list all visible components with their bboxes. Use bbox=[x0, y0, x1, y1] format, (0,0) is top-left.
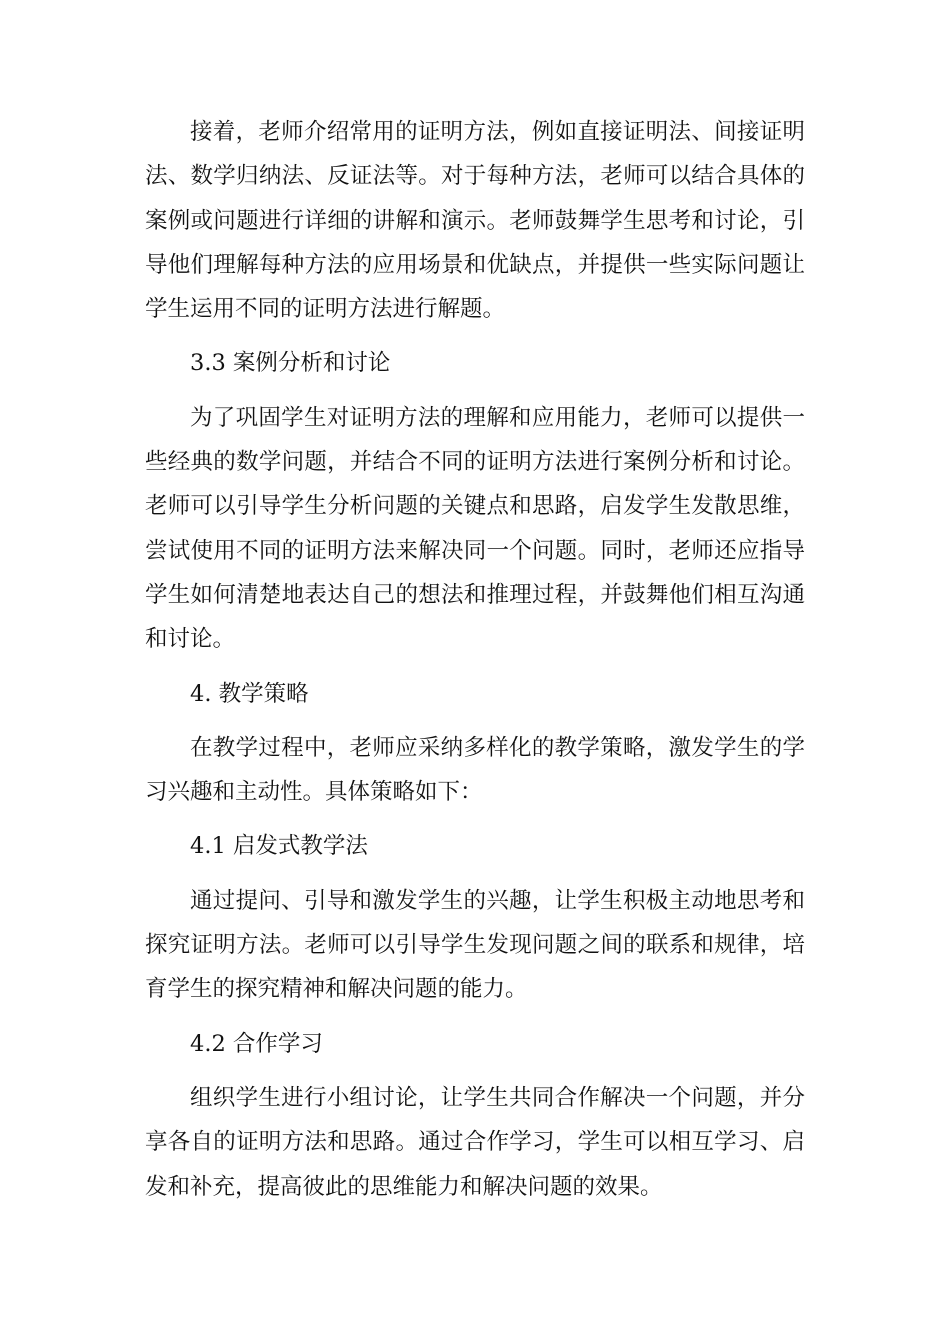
paragraph-heuristic-teaching: 通过提问、引导和激发学生的兴趣，让学生积极主动地思考和探究证明方法。老师可以引导学生发现问题之间的联系和规律，培育学生的探究精神和解决问题的能力。 bbox=[145, 887, 805, 1003]
paragraph-case-analysis: 为了巩固学生对证明方法的理解和应用能力，老师可以提供一些经典的数学问题，并结合不同的证明方法进行案例分析和讨论。老师可以引导学生分析问题的关键点和思路，启发学生发散思维，尝试使用不同的证明方法来解决同一个问题。同时，老师还应指导学生如何清楚地表达自己的想法和推理过程，并鼓舞他们相互沟通和讨论。 bbox=[145, 404, 805, 653]
section-heading-4: 4. 教学策略 bbox=[190, 680, 309, 707]
document-body bbox=[145, 110, 805, 1219]
section-heading-3-3: 3.3 案例分析和讨论 bbox=[190, 350, 391, 377]
paragraph-teaching-strategy: 在教学过程中，老师应采纳多样化的教学策略，激发学生的学习兴趣和主动性。具体策略如下： bbox=[145, 734, 805, 806]
section-heading-4-2: 4.2 合作学习 bbox=[190, 1030, 323, 1057]
section-heading-4-1: 4.1 启发式教学法 bbox=[190, 833, 368, 860]
paragraph-proof-methods-intro: 接着，老师介绍常用的证明方法，例如直接证明法、间接证明法、数学归纳法、反证法等。对于每种方法，老师可以结合具体的案例或问题进行详细的讲解和演示。老师鼓舞学生思考和讨论，引导他们理解每种方法的应用场景和优缺点，并提供一些实际问题让学生运用不同的证明方法进行解题。 bbox=[145, 119, 805, 323]
paragraph-cooperative-learning: 组织学生进行小组讨论，让学生共同合作解决一个问题，并分享各自的证明方法和思路。通过合作学习，学生可以相互学习、启发和补充，提高彼此的思维能力和解决问题的效果。 bbox=[145, 1084, 805, 1200]
